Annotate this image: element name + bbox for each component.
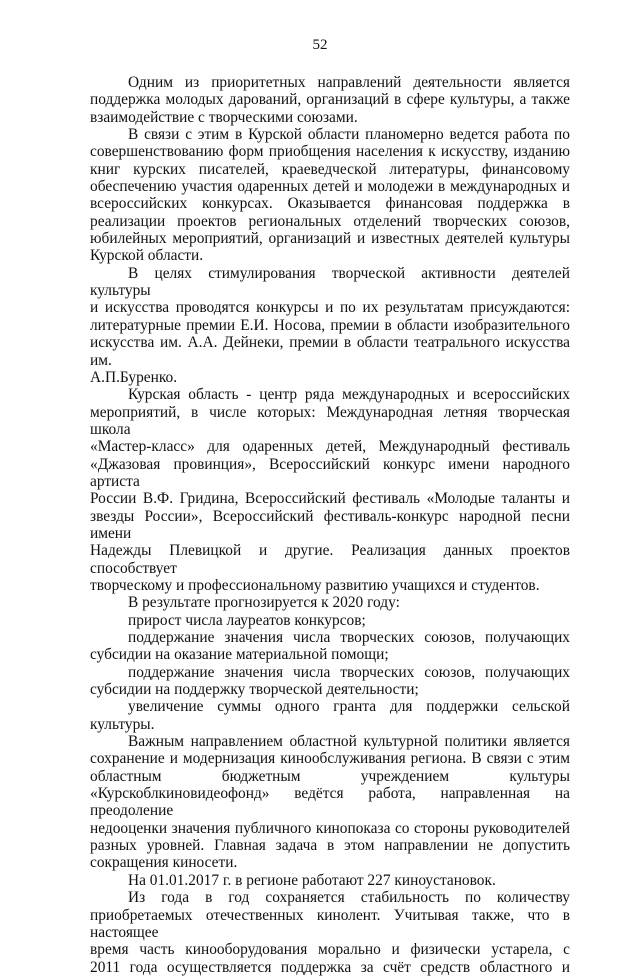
- body-text: [90, 74, 570, 976]
- text-line: На 01.01.2017 г. в регионе работают 227 киноустановок.: [128, 871, 496, 889]
- page-number: 52: [312, 37, 328, 53]
- paragraph: [90, 74, 570, 126]
- text-line: Одним из приоритетных направлений деятельности является: [128, 74, 570, 91]
- text-line: творческому и профессиональному развитию учащихся и студентов.: [90, 576, 540, 594]
- text-line: Надежды Плевицкой и другие. Реализация данных проектов способствует: [90, 542, 570, 577]
- text-line: России В.Ф. Гридина, Всероссийский фестиваль «Молодые таланты и: [90, 490, 570, 508]
- text-line: и искусства проводятся конкурсы и по их результатам присуждаются:: [90, 299, 570, 317]
- text-line: Важным направлением областной культурной политики является: [128, 733, 570, 751]
- text-line: искусства им. А.А. Дейнеки, премии в области театрального искусства им.: [90, 334, 570, 369]
- text-line: сохранение и модернизация кинообслуживания региона. В связи с этим: [90, 750, 570, 768]
- text-line: поддержание значения числа творческих союзов, получающих: [128, 629, 570, 646]
- text-line: совершенствованию форм приобщения населения к искусству, изданию: [90, 143, 570, 161]
- paragraph: [90, 265, 570, 386]
- text-line: Курская область - центр ряда международных и всероссийских: [128, 386, 570, 404]
- paragraph: [90, 386, 570, 594]
- text-line: В связи с этим в Курской области планомерно ведется работа по: [128, 126, 570, 144]
- text-line: взаимодействие с творческими союзами.: [90, 108, 358, 126]
- text-line: субсидии на поддержку творческой деятельности;: [90, 681, 419, 699]
- text-line: литературные премии Е.И. Носова, премии в области изобразительного: [90, 316, 570, 334]
- text-line: звезды России», Всероссийский фестиваль-конкурс народной песни имени: [90, 507, 570, 542]
- text-line: «Джазовая провинция», Всероссийский конкурс имени народного артиста: [90, 455, 570, 490]
- text-line: «Мастер-класс» для одаренных детей, Международный фестиваль: [90, 438, 570, 456]
- text-line: областным бюджетным учреждением культуры: [90, 767, 570, 785]
- text-line: книг курских писателей, краеведческой литературы, финансовому: [90, 160, 570, 178]
- text-line: мероприятий, в числе которых: Международная летняя творческая школа: [90, 403, 570, 438]
- text-line: увеличение суммы одного гранта для поддержки сельской культуры.: [90, 698, 570, 733]
- paragraph: [90, 698, 570, 733]
- paragraph: [90, 594, 570, 611]
- paragraph: [90, 612, 570, 629]
- text-line: А.П.Буренко.: [90, 368, 178, 386]
- text-line: недооценки значения публичного кинопоказа со стороны руководителей: [90, 819, 570, 837]
- paragraph: [90, 629, 570, 664]
- text-line: реализации проектов региональных отделений творческих союзов,: [90, 212, 570, 230]
- text-line: обеспечению участия одаренных детей и молодежи в международных и: [90, 178, 570, 196]
- text-line: прирост числа лауреатов конкурсов;: [128, 611, 366, 629]
- paragraph: [90, 126, 570, 265]
- text-line: поддержка молодых дарований, организаций в сфере культуры, а также: [90, 91, 570, 109]
- text-line: разных уровней. Главная задача в этом направлении не допустить: [90, 837, 570, 855]
- text-line: «Курскоблкиновидеофонд» ведётся работа, направленная на преодоление: [90, 785, 570, 820]
- text-line: В целях стимулирования творческой активности деятелей культуры: [90, 264, 570, 300]
- paragraph: [90, 889, 570, 976]
- text-line: всероссийских конкурсах. Оказывается финансовая поддержка в: [90, 195, 570, 213]
- text-line: В результате прогнозируется к 2020 году:: [128, 594, 400, 612]
- text-line: приобретаемых отечественных кинолент. Учитывая также, что в настоящее: [90, 906, 570, 941]
- text-line: юбилейных мероприятий, организаций и известных деятелей культуры: [90, 230, 570, 248]
- text-line: Курской области.: [90, 247, 204, 265]
- text-line: поддержание значения числа творческих союзов, получающих: [128, 663, 570, 681]
- text-line: время часть кинооборудования морально и физически устарела, с: [90, 941, 570, 959]
- paragraph: [90, 872, 570, 889]
- text-line: субсидии на оказание материальной помощи;: [90, 646, 389, 664]
- text-line: Из года в год сохраняется стабильность по количеству: [128, 889, 570, 907]
- text-line: 2011 года осуществляется поддержка за счёт средств областного и: [90, 958, 570, 976]
- paragraph: [90, 733, 570, 872]
- paragraph: [90, 664, 570, 699]
- text-line: сокращения киносети.: [90, 854, 238, 872]
